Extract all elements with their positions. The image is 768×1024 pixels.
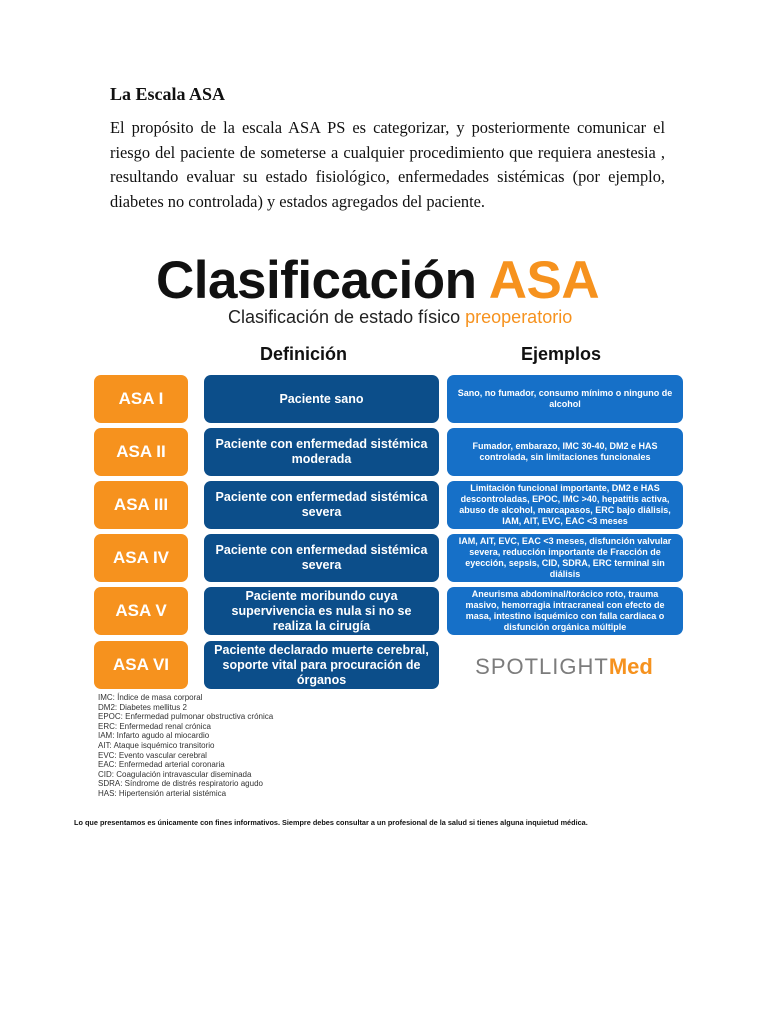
column-header-definicion: Definición xyxy=(260,344,348,364)
disclaimer-text: Lo que presentamos es únicamente con fines informativos. Siempre debes consultar a un profesional de la salud si tienes alguna inquietud médica. xyxy=(74,818,588,827)
abbreviations-list xyxy=(98,693,273,799)
asa-example: Aneurisma abdominal/torácico roto, trauma masivo, hemorragia intracraneal con efecto de masa, intestino isquémico con falla cardiaca o disfunción orgánica múltiple xyxy=(447,587,683,635)
abbreviation-item: IAM: Infarto agudo al miocardio xyxy=(98,731,210,741)
asa-row-5 xyxy=(74,587,694,635)
infographic-title xyxy=(156,250,656,311)
abbreviation-item: IMC: Índice de masa corporal xyxy=(98,693,203,702)
asa-example: Fumador, embarazo, IMC 30-40, DM2 e HAS controlada, sin limitaciones funcionales xyxy=(447,428,683,476)
abbreviation-item: DM2: Diabetes mellitus 2 xyxy=(98,702,187,712)
abbreviation-item: EPOC: Enfermedad pulmonar obstructiva crónica xyxy=(98,712,274,722)
logo-main: SPOTLIGHT xyxy=(475,654,609,679)
spotlightmed-logo xyxy=(446,652,682,682)
abbreviation-item: AIT: Ataque isquémico transitorio xyxy=(98,740,215,750)
logo-accent: Med xyxy=(608,654,653,679)
asa-example: Limitación funcional importante, DM2 e HAS descontroladas, EPOC, IMC >40, hepatitis activa, abuso de alcohol, marcapasos, ERC bajo diálisis, IAM, AIT, EVC, EAC <3 meses xyxy=(447,481,683,529)
subtitle-main: Clasificación de estado físico xyxy=(228,307,461,327)
column-header-ejemplos: Ejemplos xyxy=(521,344,602,364)
asa-label: ASA VI xyxy=(94,641,188,689)
asa-row-1 xyxy=(74,375,694,423)
asa-definition: Paciente con enfermedad sistémica severa xyxy=(204,534,439,582)
asa-row-4 xyxy=(74,534,694,582)
asa-infographic xyxy=(74,238,694,838)
asa-row-2 xyxy=(74,428,694,476)
asa-definition: Paciente con enfermedad sistémica moderada xyxy=(204,428,439,476)
asa-definition: Paciente moribundo cuya supervivencia es nula si no se realiza la cirugía xyxy=(204,587,439,635)
abbreviation-item: SDRA: Síndrome de distrés respiratorio agudo xyxy=(98,779,263,789)
infographic-subtitle xyxy=(228,307,572,328)
abbreviation-item: EAC: Enfermedad arterial coronaria xyxy=(98,760,225,770)
document-paragraph: El propósito de la escala ASA PS es categorizar, y posteriormente comunicar el riesgo del paciente de someterse a cualquier procedimiento que requiera anestesia , resultando evaluar su estado fisiológico, enfermedades sistémicas (por ejemplo, diabetes no controlada) y estados agregados del paciente. xyxy=(110,118,665,211)
title-accent: ASA xyxy=(488,251,600,310)
asa-label: ASA II xyxy=(94,428,188,476)
document-heading: La Escala ASA xyxy=(110,84,226,104)
asa-label: ASA IV xyxy=(94,534,188,582)
abbreviation-item: EVC: Evento vascular cerebral xyxy=(98,750,207,760)
asa-definition: Paciente con enfermedad sistémica severa xyxy=(204,481,439,529)
asa-example: IAM, AIT, EVC, EAC <3 meses, disfunción valvular severa, reducción importante de Fracción de eyección, sepsis, CID, SDRA, ERC terminal sin diálisis xyxy=(447,534,683,582)
abbreviation-item: HAS: Hipertensión arterial sistémica xyxy=(98,788,227,798)
abbreviation-item: CID: Coagulación intravascular diseminada xyxy=(98,769,252,779)
asa-row-3 xyxy=(74,481,694,529)
asa-definition: Paciente declarado muerte cerebral, soporte vital para procuración de órganos xyxy=(204,641,439,689)
asa-label: ASA I xyxy=(94,375,188,423)
asa-definition: Paciente sano xyxy=(204,375,439,423)
abbreviation-item: ERC: Enfermedad renal crónica xyxy=(98,721,211,731)
asa-label: ASA III xyxy=(94,481,188,529)
subtitle-accent: preoperatorio xyxy=(465,307,573,327)
asa-example: Sano, no fumador, consumo mínimo o ninguno de alcohol xyxy=(447,375,683,423)
asa-label: ASA V xyxy=(94,587,188,635)
title-main: Clasificación xyxy=(156,251,477,310)
